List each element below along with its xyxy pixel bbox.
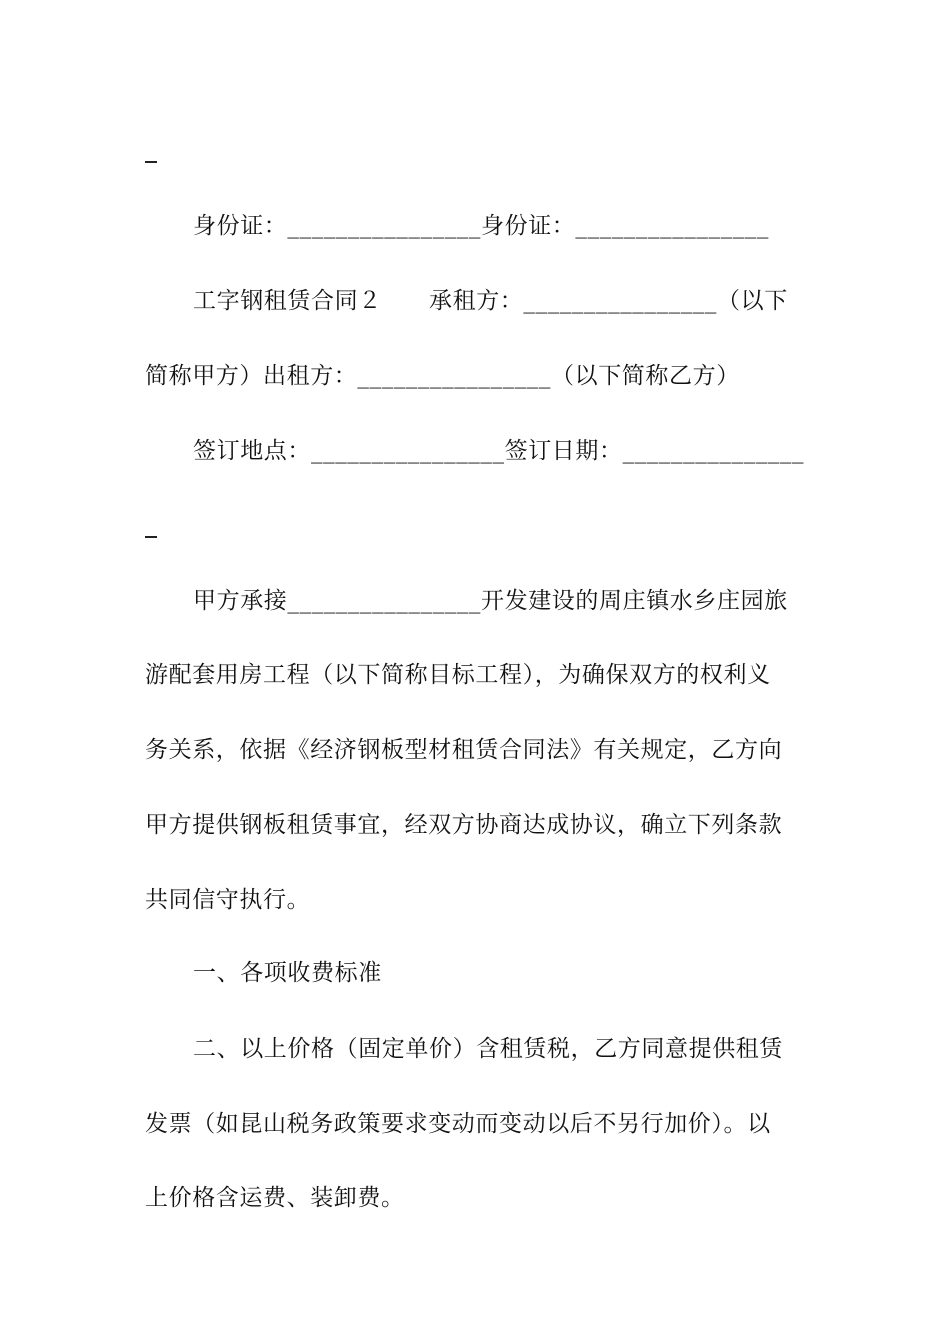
stray-underscore-2	[145, 536, 157, 538]
stray-underscore-1	[145, 161, 157, 163]
paragraph-line: 二、以上价格（固定单价）含租赁税，乙方同意提供租赁	[193, 1036, 783, 1062]
paragraph-line: 游配套用房工程（以下简称目标工程），为确保双方的权利义	[145, 662, 771, 688]
paragraph-line: 发票（如昆山税务政策要求变动而变动以后不另行加价）。以	[145, 1111, 771, 1137]
paragraph-line: 共同信守执行。	[145, 887, 311, 913]
section-heading: 一、各项收费标准	[193, 960, 382, 986]
contract-title-line: 工字钢租赁合同２ 承租方：________________（以下	[193, 288, 788, 314]
paragraph-line: 甲方承接________________开发建设的周庄镇水乡庄园旅	[193, 588, 788, 614]
id-card-line: 身份证：________________身份证：________________	[193, 213, 769, 239]
paragraph-line: 上价格含运费、装卸费。	[145, 1185, 405, 1211]
paragraph-line: 务关系，依据《经济钢板型材租赁合同法》有关规定，乙方向	[145, 737, 783, 763]
paragraph-line: 甲方提供钢板租赁事宜，经双方协商达成协议，确立下列条款	[145, 812, 783, 838]
parties-line: 简称甲方）出租方：________________（以下简称乙方）	[145, 363, 740, 389]
signing-info-line: 签订地点：________________签订日期：_______________	[193, 438, 805, 464]
